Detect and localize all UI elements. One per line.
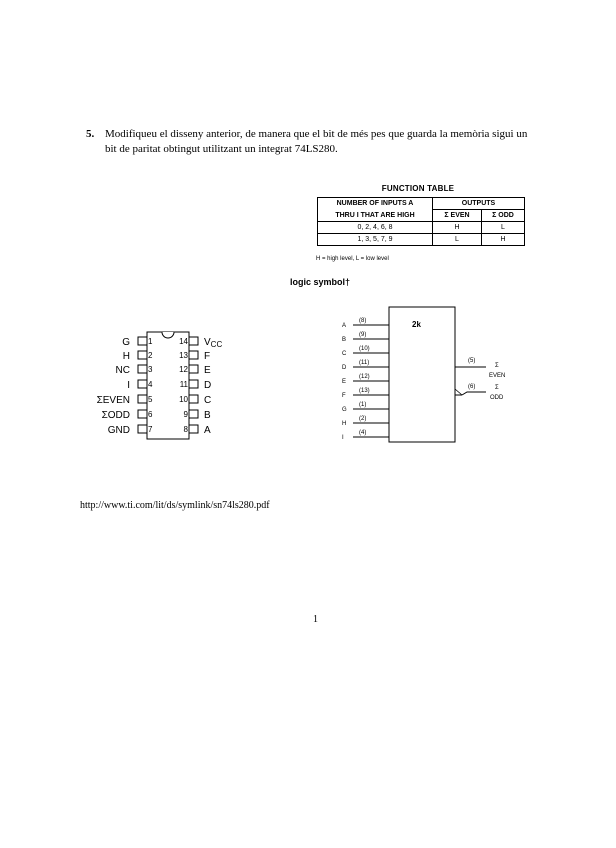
input-h-pin: (2) (359, 416, 367, 422)
exercise-number: 5. (86, 128, 95, 140)
pin-label-d: D (204, 380, 212, 391)
pin-num-11: 11 (179, 380, 188, 389)
input-i-pin: (4) (359, 430, 367, 436)
output-even-pin: (5) (468, 358, 476, 364)
input-d-pin: (11) (359, 360, 370, 366)
pin-label-i: I (127, 380, 130, 391)
row-2-odd: H (482, 234, 525, 246)
pin-num-1: 1 (148, 337, 153, 346)
block-label: 2k (412, 320, 421, 329)
input-c-pin: (10) (359, 346, 370, 352)
input-g-name: G (342, 407, 347, 413)
header-outputs: OUTPUTS (433, 198, 525, 210)
output-odd-name: ODD (490, 395, 504, 401)
output-odd-sigma: Σ (495, 385, 499, 391)
input-f-pin: (13) (359, 388, 370, 394)
input-a-name: A (342, 323, 347, 329)
input-e-name: E (342, 379, 347, 385)
input-g-pin: (1) (359, 402, 367, 408)
function-table-note: H = high level, L = low level (316, 256, 389, 262)
pin-num-14: 14 (179, 337, 188, 346)
row-2-inputs: 1, 3, 5, 7, 9 (318, 234, 433, 246)
exercise-line-2: bit de paritat obtingut utilitzant un integrat 74LS280. (105, 143, 338, 155)
pin-label-f: F (204, 351, 211, 362)
pin-num-4: 4 (148, 380, 153, 389)
pin-label-even: ΣEVEN (96, 395, 130, 406)
input-e-pin: (12) (359, 374, 370, 380)
pin-label-g: G (122, 337, 130, 348)
pin-num-10: 10 (179, 395, 188, 404)
pin-label-a: A (204, 425, 211, 436)
pin-label-h: H (122, 351, 130, 362)
datasheet-link[interactable]: http://www.ti.com/lit/ds/symlink/sn74ls280.pdf (80, 500, 270, 511)
header-inputs-1: NUMBER OF INPUTS A (318, 198, 433, 210)
logic-block (389, 307, 455, 442)
row-2-even: L (433, 234, 482, 246)
pin-num-13: 13 (179, 351, 188, 360)
pin-label-vcc: $V_{CC}$ (204, 337, 223, 349)
output-odd-negation (455, 389, 462, 395)
input-d-name: D (342, 365, 347, 371)
output-even-sigma: Σ (495, 363, 499, 369)
pin-num-5: 5 (148, 395, 153, 404)
input-a-pin: (8) (359, 318, 367, 324)
header-inputs-2: THRU I THAT ARE HIGH (318, 210, 433, 222)
pin-num-3: 3 (148, 365, 153, 374)
pin-num-12: 12 (179, 365, 188, 374)
header-even: Σ EVEN (433, 210, 482, 222)
pin-num-2: 2 (148, 351, 153, 360)
logic-symbol-title: logic symbol† (290, 277, 351, 287)
exercise-line-1: Modifiqueu el disseny anterior, de manera que el bit de més pes que guarda la memòria sigui un (105, 128, 528, 140)
pin-label-odd: ΣODD (101, 410, 130, 421)
row-1-even: H (433, 222, 482, 234)
pin-num-8: 8 (183, 425, 188, 434)
output-odd-pin: (6) (468, 384, 476, 390)
function-table-title: FUNCTION TABLE (381, 184, 455, 193)
output-odd-bubble (462, 392, 486, 395)
input-c-name: C (342, 351, 347, 357)
pin-num-7: 7 (148, 425, 153, 434)
pin-label-b: B (204, 410, 211, 421)
pin-num-6: 6 (148, 410, 153, 419)
pin-label-c: C (204, 395, 212, 406)
pin-num-9: 9 (183, 410, 188, 419)
pin-label-e: E (204, 365, 211, 376)
row-1-inputs: 0, 2, 4, 6, 8 (318, 222, 433, 234)
input-f-name: F (342, 393, 346, 399)
page-number: 1 (313, 614, 318, 625)
pin-label-nc: NC (115, 365, 130, 376)
row-1-odd: L (482, 222, 525, 234)
input-i-name: I (342, 435, 344, 441)
input-b-name: B (342, 337, 347, 343)
input-h-name: H (342, 421, 347, 427)
header-odd: Σ ODD (482, 210, 525, 222)
pin-label-gnd: GND (107, 425, 130, 436)
output-even-name: EVEN (489, 373, 506, 379)
input-b-pin: (9) (359, 332, 367, 338)
